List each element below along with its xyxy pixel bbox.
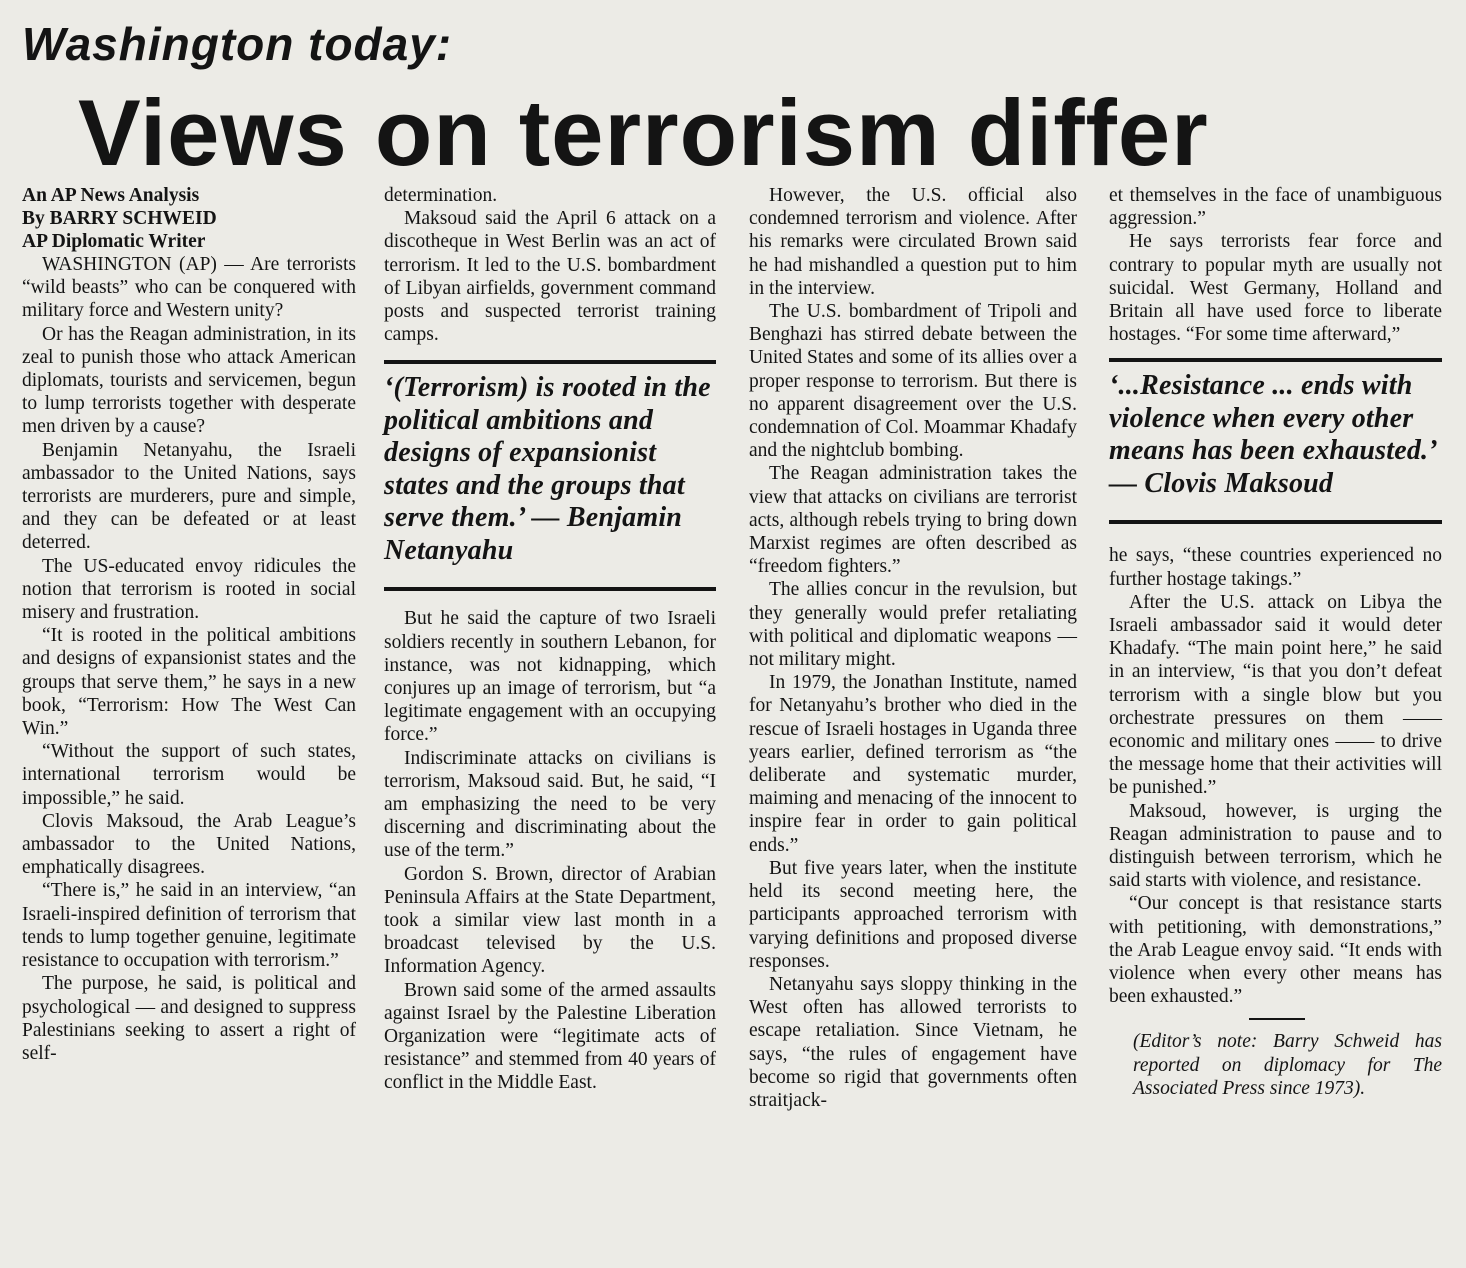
paragraph: Clovis Maksoud, the Arab League’s ambassador to the United Nations, emphatically disagrees. (22, 810, 356, 879)
paragraph: The purpose, he said, is political and psychological — and designed to suppress Palestinians seeking to assert a right of self- (22, 973, 356, 1064)
article-column-4 (1109, 184, 1442, 1100)
paragraph: In 1979, the Jonathan Institute, named for Netanyahu’s brother who died in the rescue of Israeli hostages in Uganda three years earlier, defined terrorism as “the deliberate and systematic murder, maiming and menacing of the innocent to inspire fear in order to gain political ends.” (749, 672, 1077, 856)
paragraph: et themselves in the face of unambiguous aggression.” (1109, 185, 1442, 230)
headline: Views on terrorism differ (78, 80, 1209, 185)
paragraph: Gordon S. Brown, director of Arabian Peninsula Affairs at the State Department, took a similar view last month in a broadcast televised by the U.S. Information Agency. (384, 863, 716, 978)
paragraph: But he said the capture of two Israeli soldiers recently in southern Lebanon, for instance, was not kidnapping, which conjures up an image of terrorism, but “a legitimate engagement with an occupying force.” (384, 608, 716, 746)
paragraph: “Our concept is that resistance starts with petitioning, with demonstrations,” the Arab League envoy said. “It ends with violence when every other means has been exhausted.” (1109, 893, 1442, 1008)
paragraph: He says terrorists fear force and contrary to popular myth are usually not suicidal. West Germany, Holland and Britain all have used force to liberate hostages. “For some time afterward,” (1109, 231, 1442, 346)
byline-author: By BARRY SCHWEID (22, 208, 217, 229)
byline-title: AP Diplomatic Writer (22, 231, 206, 252)
paragraph: Benjamin Netanyahu, the Israeli ambassador to the United Nations, says terrorists are murderers, pure and simple, and they can be defeated or at least deterred. (22, 439, 356, 554)
paragraph: However, the U.S. official also condemned terrorism and violence. After his remarks were circulated Brown said he had mishandled a question put to him in the interview. (749, 185, 1077, 299)
byline-analysis: An AP News Analysis (22, 185, 200, 206)
paragraph: Netanyahu says sloppy thinking in the West often has allowed terrorists to escape retaliation. Since Vietnam, he says, “the rules of engagement have become so rigid that governments often straitjack- (749, 973, 1077, 1111)
editor-note: (Editor’s note: Barry Schweid has reported on diplomacy for The Associated Press since 1973). (1133, 1031, 1442, 1099)
paragraph: The US-educated envoy ridicules the notion that terrorism is rooted in social misery and frustration. (22, 555, 356, 624)
paragraph: Maksoud, however, is urging the Reagan administration to pause and to distinguish between terrorism, which he said starts with violence, and resistance. (1109, 800, 1442, 892)
paragraph: Brown said some of the armed assaults against Israel by the Palestine Liberation Organization were “legitimate acts of resistance” and stemmed from 40 years of conflict in the Middle East. (384, 979, 716, 1094)
paragraph: “It is rooted in the political ambitions and designs of expansionist states and the groups that serve them,” he says in a new book, “Terrorism: How The West Can Win.” (22, 625, 356, 740)
paragraph: Maksoud said the April 6 attack on a discotheque in West Berlin was an act of terrorism. It led to the U.S. bombardment of Libyan airfields, government command posts and suspected terrorist training camps. (384, 208, 716, 346)
pull-quote-netanyahu: ‘(Terrorism) is rooted in the political ambitions and designs of expansionist states and the groups that serve them.’ — Benjamin Netanyahu (384, 360, 716, 591)
section-kicker: Washington today: (22, 18, 453, 70)
paragraph: Or has the Reagan administration, in its zeal to punish those who attack American diplomats, tourists and servicemen, begun to lump terrorists together with desperate men driven by a cause? (22, 323, 356, 438)
article-column-3 (749, 184, 1077, 1112)
paragraph: After the U.S. attack on Libya the Israeli ambassador said it would deter Khadafy. “The main point here,” he said in an interview, “is that you don’t defeat terrorism with a single blow but you orchestrate pressures on them —— economic and military ones —— to drive the message home that their activities will be punished.” (1109, 591, 1442, 799)
paragraph: “Without the support of such states, international terrorism would be impossible,” he said. (22, 741, 356, 809)
paragraph: Indiscriminate attacks on civilians is terrorism, Maksoud said. But, he said, “I am emphasizing the need to be very discerning and discriminating about the use of the term.” (384, 747, 716, 862)
divider-rule (1249, 1018, 1305, 1020)
article-column-2 (384, 184, 716, 1095)
paragraph: The U.S. bombardment of Tripoli and Benghazi has stirred debate between the United States and some of its allies over a proper response to terrorism. But there is no apparent disagreement over the U.S. condemnation of Col. Moammar Khadafy and the nightclub bombing. (749, 301, 1077, 462)
pull-quote-maksoud: ‘...Resistance ... ends with violence when every other means has been exhausted.’ — Clovis Maksoud (1109, 358, 1442, 524)
paragraph: The Reagan administration takes the view that attacks on civilians are terrorist acts, although rebels trying to bring down Marxist regimes are often described as “freedom fighters.” (749, 463, 1077, 578)
paragraph: determination. (384, 185, 498, 206)
paragraph: But five years later, when the institute held its second meeting here, the participants approached terrorism with varying definitions and proposed diverse responses. (749, 857, 1077, 972)
paragraph: “There is,” he said in an interview, “an Israeli-inspired definition of terrorism that tends to lump together genuine, legitimate resistance to occupation with terrorism.” (22, 880, 356, 972)
paragraph: he says, “these countries experienced no further hostage takings.” (1109, 545, 1442, 590)
article-column-1 (22, 184, 356, 1065)
paragraph: The allies concur in the revulsion, but they generally would prefer retaliating with political and diplomatic weapons — not military might. (749, 579, 1077, 671)
paragraph: WASHINGTON (AP) — Are terrorists “wild beasts” who can be conquered with military force and Western unity? (22, 254, 356, 322)
